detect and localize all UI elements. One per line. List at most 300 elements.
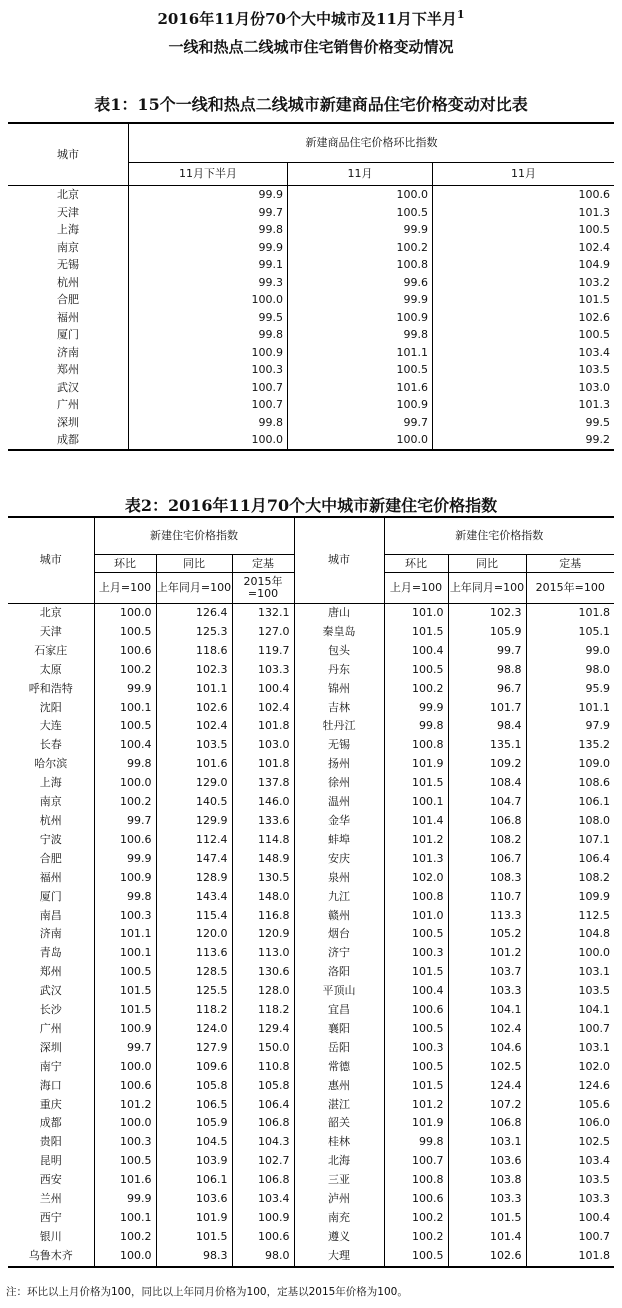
index-value: 95.9 — [526, 680, 614, 699]
index-value: 118.2 — [232, 1001, 294, 1020]
city-name: 包头 — [294, 642, 384, 661]
index-value: 106.7 — [448, 850, 526, 869]
index-value: 101.5 — [433, 291, 615, 309]
city-header-right: 城市 — [294, 517, 384, 604]
index-value: 100.7 — [526, 1020, 614, 1039]
index-value: 105.1 — [526, 623, 614, 642]
index-value: 101.2 — [448, 944, 526, 963]
index-value: 105.8 — [232, 1077, 294, 1096]
city-name: 上海 — [57, 223, 79, 236]
index-value: 100.4 — [384, 982, 448, 1001]
city-name: 金华 — [294, 812, 384, 831]
index-value: 108.6 — [526, 774, 614, 793]
city-name: 广州 — [39, 1021, 62, 1035]
index-value: 128.0 — [232, 982, 294, 1001]
index-value: 101.3 — [433, 204, 615, 222]
index-value: 96.7 — [448, 680, 526, 699]
index-value: 100.4 — [94, 736, 156, 755]
city-name: 呼和浩特 — [28, 681, 73, 695]
index-value: 99.3 — [129, 274, 288, 292]
index-value: 100.5 — [94, 1152, 156, 1171]
index-value: 100.2 — [288, 239, 433, 257]
table1 — [8, 122, 614, 451]
city-name: 武汉 — [57, 380, 79, 394]
index-value: 99.7 — [448, 642, 526, 661]
index-value: 100.9 — [94, 869, 156, 888]
index-value: 106.4 — [526, 850, 614, 869]
index-value: 106.1 — [526, 793, 614, 812]
index-value: 105.8 — [156, 1077, 232, 1096]
index-value: 99.7 — [288, 414, 433, 432]
city-name: 泸州 — [294, 1190, 384, 1209]
city-name: 秦皇岛 — [294, 623, 384, 642]
index-value: 105.9 — [156, 1114, 232, 1133]
base-header: 上年同月=100 — [448, 573, 526, 604]
index-value: 102.6 — [448, 1247, 526, 1267]
index-value: 109.9 — [526, 888, 614, 907]
index-value: 104.3 — [232, 1133, 294, 1152]
index-value: 100.5 — [94, 623, 156, 642]
index-value: 101.5 — [384, 623, 448, 642]
index-value: 101.1 — [526, 699, 614, 718]
city-name: 大理 — [294, 1247, 384, 1267]
index-value: 100.9 — [288, 309, 433, 327]
city-name: 南京 — [39, 795, 62, 809]
index-value: 120.0 — [156, 925, 232, 944]
index-value: 100.0 — [94, 774, 156, 793]
group-header: 新建商品住宅价格环比指数 — [129, 123, 615, 163]
col-header-1: 11月下半月 — [129, 163, 288, 186]
index-value: 100.5 — [384, 1020, 448, 1039]
city-name: 三亚 — [294, 1171, 384, 1190]
index-value: 103.5 — [433, 361, 615, 379]
base-header: 2015年=100 — [232, 573, 294, 604]
index-value: 99.6 — [288, 274, 433, 292]
index-value: 102.5 — [526, 1133, 614, 1152]
index-value: 99.5 — [129, 309, 288, 327]
index-value: 112.5 — [526, 907, 614, 926]
city-name: 成都 — [57, 433, 79, 446]
index-value: 101.8 — [232, 755, 294, 774]
index-value: 100.0 — [94, 1114, 156, 1133]
index-value: 130.6 — [232, 963, 294, 982]
index-value: 101.2 — [384, 1096, 448, 1115]
index-value: 101.7 — [448, 699, 526, 718]
table-row — [8, 944, 614, 963]
index-value: 101.4 — [448, 1228, 526, 1247]
table-row — [8, 1114, 614, 1133]
city-name: 徐州 — [294, 774, 384, 793]
index-value: 101.1 — [94, 925, 156, 944]
index-value: 103.1 — [526, 963, 614, 982]
table-row — [8, 623, 614, 642]
table-row — [8, 869, 614, 888]
index-value: 103.4 — [526, 1152, 614, 1171]
index-value: 103.2 — [433, 274, 615, 292]
index-value: 101.8 — [526, 1247, 614, 1267]
index-value: 108.3 — [448, 869, 526, 888]
index-value: 98.0 — [232, 1247, 294, 1267]
index-value: 118.2 — [156, 1001, 232, 1020]
index-value: 106.8 — [232, 1114, 294, 1133]
city-name: 宜昌 — [294, 1001, 384, 1020]
index-value: 100.6 — [433, 186, 615, 204]
index-value: 100.5 — [288, 361, 433, 379]
table-row — [8, 309, 614, 327]
index-value: 99.7 — [129, 204, 288, 222]
index-value: 126.4 — [156, 604, 232, 623]
city-name: 太原 — [39, 662, 62, 676]
city-name: 牡丹江 — [294, 717, 384, 736]
index-value: 103.4 — [232, 1190, 294, 1209]
city-name: 南昌 — [39, 908, 62, 922]
index-value: 101.5 — [448, 1209, 526, 1228]
index-value: 101.4 — [384, 812, 448, 831]
index-value: 101.6 — [288, 379, 433, 397]
index-value: 102.5 — [448, 1058, 526, 1077]
index-value: 100.2 — [94, 1228, 156, 1247]
city-name: 岳阳 — [294, 1039, 384, 1058]
city-name: 昆明 — [39, 1154, 62, 1168]
index-value: 101.0 — [384, 604, 448, 623]
city-name: 北京 — [39, 606, 62, 619]
index-value: 100.6 — [94, 1077, 156, 1096]
index-value: 150.0 — [232, 1039, 294, 1058]
index-value: 102.6 — [156, 699, 232, 718]
index-value: 128.9 — [156, 869, 232, 888]
index-value: 99.0 — [526, 642, 614, 661]
index-value: 99.8 — [129, 414, 288, 432]
sub-header-tb: 同比 — [448, 555, 526, 573]
index-value: 100.1 — [94, 944, 156, 963]
index-value: 101.1 — [288, 344, 433, 362]
index-value: 99.9 — [94, 680, 156, 699]
index-value: 102.0 — [526, 1058, 614, 1077]
index-value: 148.9 — [232, 850, 294, 869]
index-value: 101.9 — [384, 755, 448, 774]
table-row — [8, 379, 614, 397]
index-value: 100.5 — [384, 1058, 448, 1077]
index-value: 103.8 — [448, 1171, 526, 1190]
index-value: 99.2 — [433, 431, 615, 450]
index-value: 100.4 — [232, 680, 294, 699]
index-value: 100.9 — [94, 1020, 156, 1039]
index-value: 115.4 — [156, 907, 232, 926]
city-name: 宁波 — [39, 832, 62, 846]
footnote-marker: 1 — [456, 8, 465, 21]
index-value: 99.1 — [129, 256, 288, 274]
index-value: 103.0 — [232, 736, 294, 755]
index-value: 106.8 — [232, 1171, 294, 1190]
city-name: 杭州 — [39, 813, 62, 827]
index-value: 116.8 — [232, 907, 294, 926]
table-row — [8, 774, 614, 793]
index-value: 100.1 — [384, 793, 448, 812]
index-value: 101.8 — [232, 717, 294, 736]
index-value: 129.0 — [156, 774, 232, 793]
city-name: 深圳 — [39, 1040, 62, 1054]
index-value: 146.0 — [232, 793, 294, 812]
index-value: 135.2 — [526, 736, 614, 755]
index-value: 112.4 — [156, 831, 232, 850]
city-name: 九江 — [294, 888, 384, 907]
index-value: 101.5 — [94, 982, 156, 1001]
city-name: 北海 — [294, 1152, 384, 1171]
table-row — [8, 396, 614, 414]
index-value: 101.2 — [94, 1096, 156, 1115]
index-value: 101.9 — [156, 1209, 232, 1228]
city-name: 武汉 — [39, 984, 62, 998]
city-name: 哈尔滨 — [34, 757, 68, 771]
city-name: 长春 — [39, 738, 62, 752]
sub-header-dj: 定基 — [526, 555, 614, 573]
index-value: 143.4 — [156, 888, 232, 907]
table-row — [8, 431, 614, 450]
index-value: 104.5 — [156, 1133, 232, 1152]
index-value: 98.4 — [448, 717, 526, 736]
table-row — [8, 888, 614, 907]
city-name: 沈阳 — [39, 700, 62, 714]
table-row — [8, 414, 614, 432]
index-value: 103.6 — [156, 1190, 232, 1209]
table-row — [8, 204, 614, 222]
city-name: 烟台 — [294, 925, 384, 944]
table-row — [8, 642, 614, 661]
city-name: 唐山 — [294, 604, 384, 623]
city-name: 海口 — [39, 1078, 62, 1092]
index-value: 110.7 — [448, 888, 526, 907]
index-value: 99.7 — [94, 812, 156, 831]
index-value: 100.5 — [94, 963, 156, 982]
index-value: 127.9 — [156, 1039, 232, 1058]
index-value: 100.2 — [94, 661, 156, 680]
sub-header-tb: 同比 — [156, 555, 232, 573]
index-value: 110.8 — [232, 1058, 294, 1077]
city-name: 大连 — [39, 719, 62, 733]
index-value: 99.9 — [384, 699, 448, 718]
index-value: 103.3 — [526, 1190, 614, 1209]
index-value: 100.9 — [232, 1209, 294, 1228]
city-name: 北京 — [57, 188, 79, 201]
index-value: 100.2 — [94, 793, 156, 812]
index-value: 104.8 — [526, 925, 614, 944]
index-value: 100.0 — [129, 431, 288, 450]
group-header-right: 新建住宅价格指数 — [384, 517, 614, 555]
index-value: 104.1 — [448, 1001, 526, 1020]
sub-header-hb: 环比 — [94, 555, 156, 573]
index-value: 100.7 — [384, 1152, 448, 1171]
city-name: 济南 — [39, 927, 62, 941]
index-value: 100.0 — [526, 944, 614, 963]
table-row — [8, 1096, 614, 1115]
index-value: 100.8 — [384, 888, 448, 907]
city-name: 济南 — [57, 345, 79, 359]
index-value: 98.3 — [156, 1247, 232, 1267]
table1-title: 表1：15个一线和热点二线城市新建商品住宅价格变动对比表 — [94, 95, 528, 114]
table-row — [8, 1171, 614, 1190]
index-value: 104.9 — [433, 256, 615, 274]
index-value: 99.5 — [433, 414, 615, 432]
index-value: 100.5 — [94, 717, 156, 736]
index-value: 100.6 — [232, 1228, 294, 1247]
index-value: 100.6 — [94, 831, 156, 850]
city-name: 长沙 — [39, 1003, 62, 1017]
city-name: 锦州 — [294, 680, 384, 699]
table-row — [8, 1001, 614, 1020]
index-value: 103.1 — [448, 1133, 526, 1152]
index-value: 108.2 — [526, 869, 614, 888]
index-value: 106.5 — [156, 1096, 232, 1115]
index-value: 99.9 — [94, 1190, 156, 1209]
city-name: 上海 — [39, 776, 62, 790]
city-name: 洛阳 — [294, 963, 384, 982]
index-value: 102.7 — [232, 1152, 294, 1171]
index-value: 101.5 — [384, 963, 448, 982]
col-header-3: 11月 — [433, 163, 615, 186]
city-name: 石家庄 — [34, 643, 68, 657]
index-value: 100.3 — [94, 907, 156, 926]
base-header: 上月=100 — [94, 573, 156, 604]
index-value: 102.3 — [156, 661, 232, 680]
city-name: 福州 — [39, 870, 62, 884]
report-title-line2: 一线和热点二线城市住宅销售价格变动情况 — [168, 38, 454, 56]
base-header: 上月=100 — [384, 573, 448, 604]
index-value: 130.5 — [232, 869, 294, 888]
index-value: 133.6 — [232, 812, 294, 831]
index-value: 103.3 — [232, 661, 294, 680]
city-name: 南京 — [57, 240, 79, 254]
index-value: 101.0 — [384, 907, 448, 926]
city-name: 郑州 — [39, 965, 62, 979]
table-row — [8, 604, 614, 623]
index-value: 106.0 — [526, 1114, 614, 1133]
index-value: 113.3 — [448, 907, 526, 926]
index-value: 99.9 — [129, 186, 288, 204]
table-row — [8, 812, 614, 831]
index-value: 100.0 — [129, 291, 288, 309]
index-value: 103.3 — [448, 1190, 526, 1209]
index-value: 101.6 — [156, 755, 232, 774]
table-row — [8, 1133, 614, 1152]
index-value: 100.8 — [288, 256, 433, 274]
index-value: 102.3 — [448, 604, 526, 623]
index-value: 100.9 — [129, 344, 288, 362]
index-value: 113.0 — [232, 944, 294, 963]
index-value: 101.3 — [433, 396, 615, 414]
index-value: 99.7 — [94, 1039, 156, 1058]
city-name: 深圳 — [57, 415, 79, 429]
table-row — [8, 717, 614, 736]
index-value: 106.1 — [156, 1171, 232, 1190]
index-value: 99.8 — [94, 755, 156, 774]
city-name: 兰州 — [39, 1192, 62, 1206]
index-value: 132.1 — [232, 604, 294, 623]
index-value: 125.3 — [156, 623, 232, 642]
city-name: 重庆 — [39, 1097, 62, 1111]
index-value: 99.8 — [288, 326, 433, 344]
city-name: 贵阳 — [39, 1135, 62, 1149]
city-name: 西宁 — [39, 1211, 62, 1224]
city-header: 城市 — [8, 123, 129, 186]
index-value: 107.1 — [526, 831, 614, 850]
index-value: 114.8 — [232, 831, 294, 850]
index-value: 125.5 — [156, 982, 232, 1001]
footnote: 注：环比以上月价格为100，同比以上年同月价格为100，定基以2015年价格为100。 — [6, 1286, 408, 1298]
city-name: 无锡 — [57, 258, 79, 271]
sub-header-hb: 环比 — [384, 555, 448, 573]
index-value: 108.2 — [448, 831, 526, 850]
table-row — [8, 344, 614, 362]
table2 — [8, 516, 614, 1268]
city-name: 成都 — [39, 1116, 62, 1130]
index-value: 128.5 — [156, 963, 232, 982]
index-value: 100.0 — [288, 431, 433, 450]
index-value: 109.6 — [156, 1058, 232, 1077]
table-row — [8, 221, 614, 239]
table-row — [8, 963, 614, 982]
index-value: 100.3 — [384, 944, 448, 963]
table-row — [8, 1152, 614, 1171]
table-row — [8, 1020, 614, 1039]
city-header-left: 城市 — [8, 517, 94, 604]
city-name: 丹东 — [294, 661, 384, 680]
table-row — [8, 361, 614, 379]
index-value: 100.4 — [384, 642, 448, 661]
table-row — [8, 907, 614, 926]
table-row — [8, 793, 614, 812]
city-name: 南宁 — [39, 1059, 62, 1073]
index-value: 101.5 — [156, 1228, 232, 1247]
index-value: 100.5 — [433, 326, 615, 344]
table-row — [8, 1077, 614, 1096]
index-value: 102.0 — [384, 869, 448, 888]
index-value: 100.2 — [384, 1209, 448, 1228]
index-value: 104.6 — [448, 1039, 526, 1058]
index-value: 103.7 — [448, 963, 526, 982]
index-value: 101.1 — [156, 680, 232, 699]
index-value: 109.0 — [526, 755, 614, 774]
index-value: 99.9 — [288, 221, 433, 239]
city-name: 蚌埠 — [294, 831, 384, 850]
table-row — [8, 1190, 614, 1209]
city-name: 福州 — [57, 310, 79, 324]
index-value: 102.4 — [156, 717, 232, 736]
index-value: 106.4 — [232, 1096, 294, 1115]
index-value: 99.9 — [94, 850, 156, 869]
city-name: 常德 — [294, 1058, 384, 1077]
index-value: 100.7 — [526, 1228, 614, 1247]
index-value: 100.5 — [384, 925, 448, 944]
table-row — [8, 256, 614, 274]
city-name: 银川 — [39, 1229, 62, 1243]
index-value: 99.8 — [129, 326, 288, 344]
city-name: 乌鲁木齐 — [28, 1248, 73, 1262]
table-row — [8, 1247, 614, 1267]
index-value: 102.4 — [448, 1020, 526, 1039]
table-row — [8, 680, 614, 699]
index-value: 118.6 — [156, 642, 232, 661]
index-value: 101.8 — [526, 604, 614, 623]
index-value: 100.5 — [288, 204, 433, 222]
index-value: 101.6 — [94, 1171, 156, 1190]
index-value: 100.7 — [129, 379, 288, 397]
index-value: 103.6 — [448, 1152, 526, 1171]
index-value: 100.3 — [384, 1039, 448, 1058]
index-value: 105.2 — [448, 925, 526, 944]
base-header: 上年同月=100 — [156, 573, 232, 604]
index-value: 103.5 — [526, 982, 614, 1001]
index-value: 99.8 — [129, 221, 288, 239]
